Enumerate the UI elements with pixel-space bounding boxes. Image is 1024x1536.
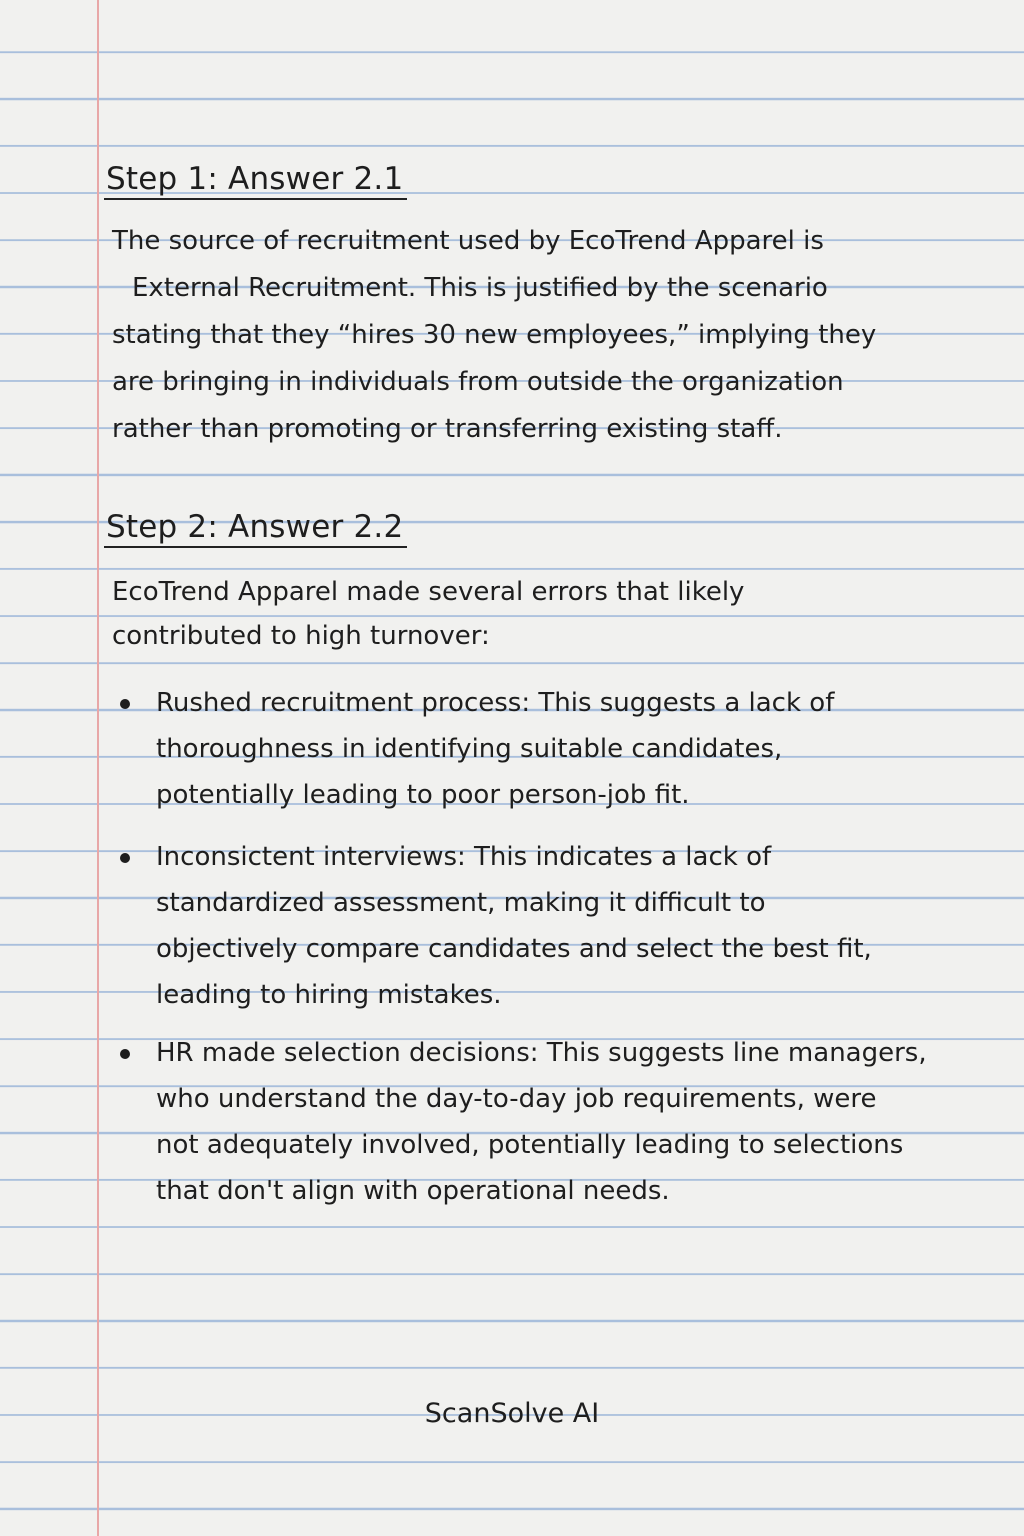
- step1-line: are bringing in individuals from outside the organization: [112, 367, 844, 397]
- bullet-text: [156, 834, 872, 1018]
- step2-intro-line: contributed to high turnover:: [112, 621, 490, 651]
- bullet-dot-icon: [120, 699, 130, 709]
- bullet-line: HR made selection decisions: This suggests line managers,: [156, 1038, 927, 1068]
- step1-line: stating that they “hires 30 new employees,” implying they: [112, 320, 877, 350]
- bullet-line: objectively compare candidates and select the best fit,: [156, 934, 872, 964]
- bullet-dot-icon: [120, 853, 130, 863]
- bullet-line: Rushed recruitment process: This suggests a lack of: [156, 688, 835, 718]
- bullet-line: that don't align with operational needs.: [156, 1176, 670, 1206]
- bullet-item: [120, 834, 900, 1018]
- bullet-item: [120, 1030, 927, 1214]
- bullet-line: not adequately involved, potentially leading to selections: [156, 1130, 904, 1160]
- bullet-line: thoroughness in identifying suitable candidates,: [156, 734, 783, 764]
- bullet-line: who understand the day-to-day job requirements, were: [156, 1084, 877, 1114]
- bullet-text: [156, 680, 834, 818]
- bullet-text: [156, 1030, 927, 1214]
- bullet-line: Inconsictent interviews: This indicates a lack of: [156, 842, 772, 872]
- bullet-dot-icon: [120, 1049, 130, 1059]
- step2-intro-line: EcoTrend Apparel made several errors that likely: [112, 577, 745, 607]
- step1-line: External Recruitment. This is justified by the scenario: [132, 273, 828, 303]
- bullet-line: leading to hiring mistakes.: [156, 980, 502, 1010]
- signature: ScanSolve AI: [424, 1398, 600, 1429]
- bullet-line: potentially leading to poor person-job fit.: [156, 780, 690, 810]
- step1-line: The source of recruitment used by EcoTrend Apparel is: [112, 226, 824, 256]
- step1-heading: Step 1: Answer 2.1: [104, 160, 407, 200]
- step1-answer: [112, 218, 876, 453]
- step2-heading: Step 2: Answer 2.2: [104, 508, 407, 548]
- bullet-line: standardized assessment, making it difficult to: [156, 888, 766, 918]
- bullet-item: [120, 680, 900, 818]
- step2-intro: [112, 570, 744, 658]
- step1-line: rather than promoting or transferring existing staff.: [112, 414, 783, 444]
